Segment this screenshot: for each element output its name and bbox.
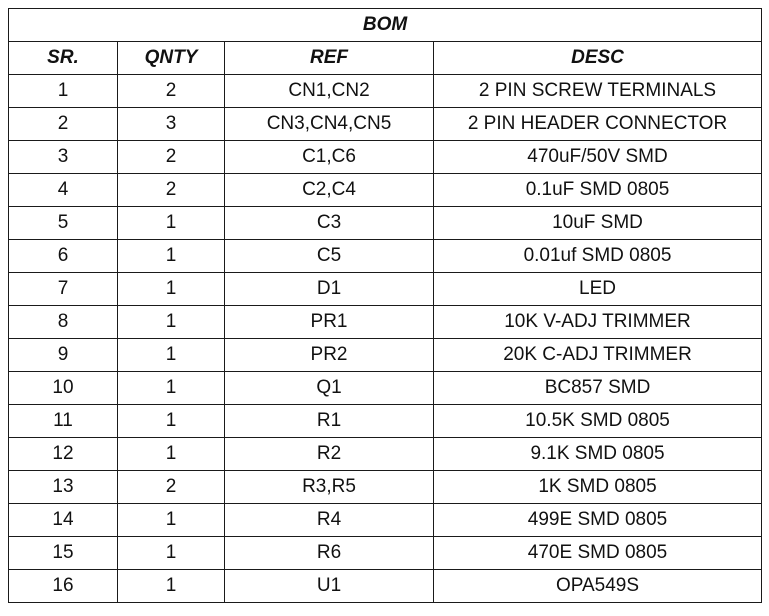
bom-table-container [8,8,762,603]
sr-cell: 6 [9,240,118,273]
qnty-cell: 2 [118,75,225,108]
ref-cell: R3,R5 [225,471,434,504]
table-row [9,372,762,405]
desc-cell: 470E SMD 0805 [434,537,762,570]
sr-cell: 4 [9,174,118,207]
ref-cell: U1 [225,570,434,603]
table-body [9,75,762,603]
table-row [9,570,762,603]
bom-table [8,8,762,603]
ref-cell: Q1 [225,372,434,405]
table-row [9,537,762,570]
qnty-cell: 1 [118,570,225,603]
qnty-cell: 1 [118,273,225,306]
header-ref: REF [225,42,434,75]
sr-cell: 3 [9,141,118,174]
sr-cell: 16 [9,570,118,603]
ref-cell: CN1,CN2 [225,75,434,108]
table-row [9,174,762,207]
ref-cell: C5 [225,240,434,273]
sr-cell: 15 [9,537,118,570]
title-row [9,9,762,42]
desc-cell: 1K SMD 0805 [434,471,762,504]
qnty-cell: 2 [118,174,225,207]
table-row [9,141,762,174]
ref-cell: C2,C4 [225,174,434,207]
table-row [9,471,762,504]
table-row [9,405,762,438]
sr-cell: 14 [9,504,118,537]
qnty-cell: 1 [118,306,225,339]
ref-cell: C1,C6 [225,141,434,174]
desc-cell: 10.5K SMD 0805 [434,405,762,438]
table-row [9,273,762,306]
header-sr: SR. [9,42,118,75]
desc-cell: 9.1K SMD 0805 [434,438,762,471]
sr-cell: 1 [9,75,118,108]
qnty-cell: 1 [118,240,225,273]
sr-cell: 11 [9,405,118,438]
qnty-cell: 2 [118,141,225,174]
desc-cell: BC857 SMD [434,372,762,405]
desc-cell: 0.1uF SMD 0805 [434,174,762,207]
sr-cell: 12 [9,438,118,471]
ref-cell: R6 [225,537,434,570]
table-row [9,306,762,339]
ref-cell: C3 [225,207,434,240]
qnty-cell: 3 [118,108,225,141]
ref-cell: R4 [225,504,434,537]
qnty-cell: 1 [118,405,225,438]
sr-cell: 9 [9,339,118,372]
ref-cell: R1 [225,405,434,438]
desc-cell: 2 PIN HEADER CONNECTOR [434,108,762,141]
desc-cell: LED [434,273,762,306]
header-row [9,42,762,75]
sr-cell: 2 [9,108,118,141]
ref-cell: PR1 [225,306,434,339]
desc-cell: 470uF/50V SMD [434,141,762,174]
desc-cell: 499E SMD 0805 [434,504,762,537]
qnty-cell: 2 [118,471,225,504]
desc-cell: 20K C-ADJ TRIMMER [434,339,762,372]
table-row [9,504,762,537]
header-qnty: QNTY [118,42,225,75]
table-row [9,75,762,108]
desc-cell: 2 PIN SCREW TERMINALS [434,75,762,108]
table-title: BOM [9,9,762,42]
sr-cell: 8 [9,306,118,339]
table-row [9,438,762,471]
sr-cell: 5 [9,207,118,240]
table-row [9,339,762,372]
desc-cell: 10K V-ADJ TRIMMER [434,306,762,339]
desc-cell: OPA549S [434,570,762,603]
ref-cell: R2 [225,438,434,471]
table-row [9,207,762,240]
ref-cell: D1 [225,273,434,306]
desc-cell: 0.01uf SMD 0805 [434,240,762,273]
desc-cell: 10uF SMD [434,207,762,240]
sr-cell: 10 [9,372,118,405]
qnty-cell: 1 [118,207,225,240]
qnty-cell: 1 [118,372,225,405]
qnty-cell: 1 [118,339,225,372]
sr-cell: 7 [9,273,118,306]
qnty-cell: 1 [118,438,225,471]
header-desc: DESC [434,42,762,75]
table-row [9,108,762,141]
table-row [9,240,762,273]
sr-cell: 13 [9,471,118,504]
ref-cell: PR2 [225,339,434,372]
qnty-cell: 1 [118,537,225,570]
qnty-cell: 1 [118,504,225,537]
ref-cell: CN3,CN4,CN5 [225,108,434,141]
